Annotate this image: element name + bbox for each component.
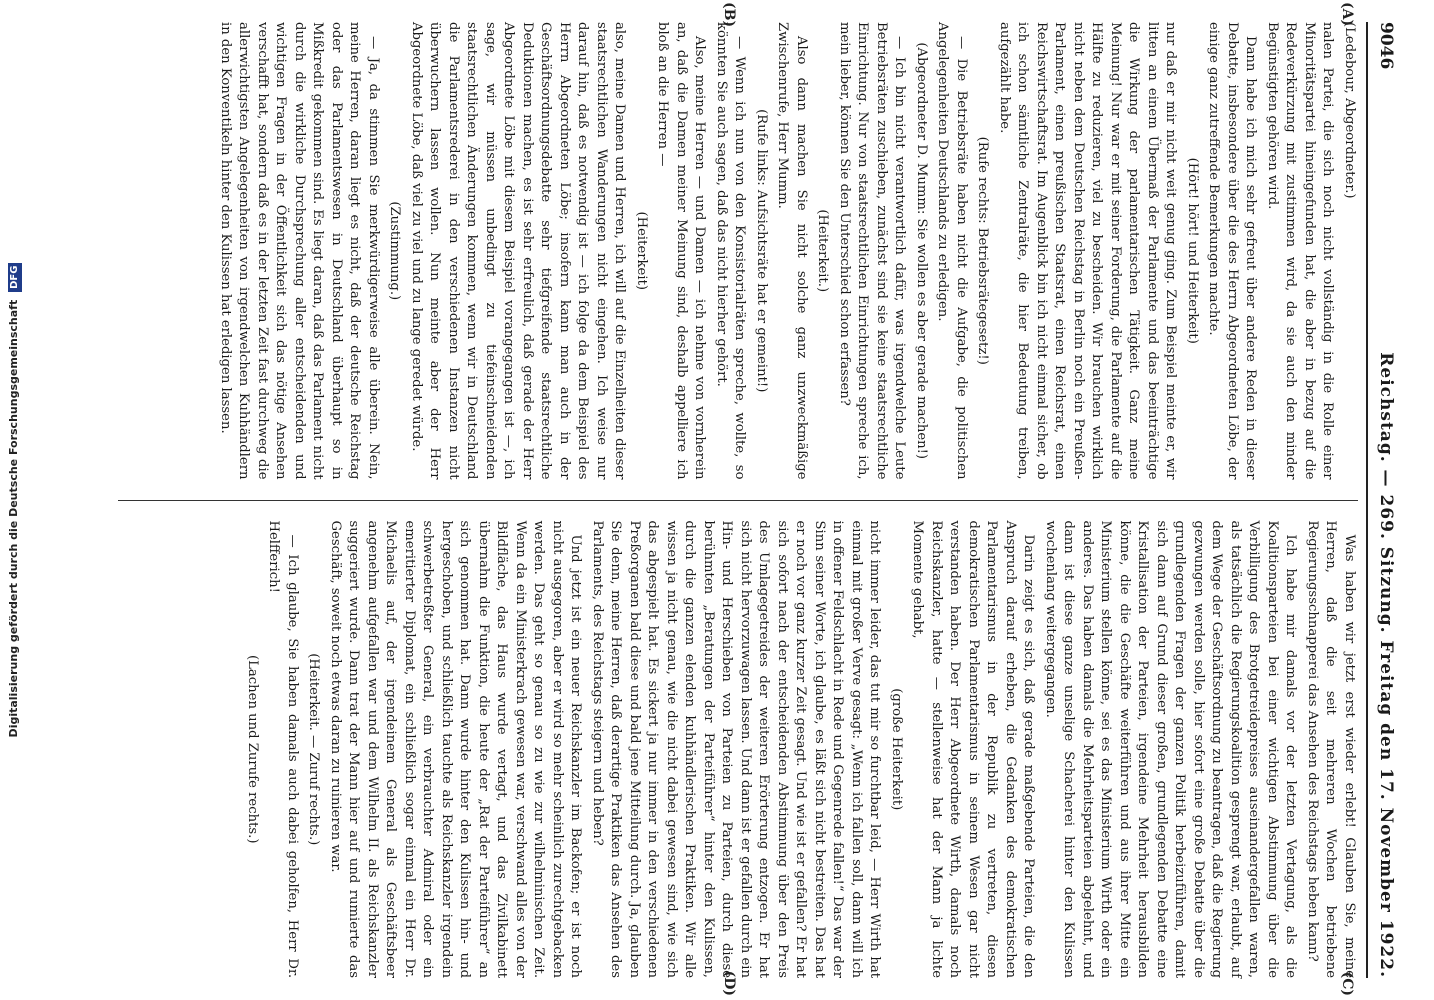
document-page (90, 0, 1410, 1000)
credit-text: Digitalisierung gefördert durch die Deutsche Forschungsgemeinschaft (7, 299, 20, 738)
interjection: (Lachen und Zurufe rechts.) (245, 655, 260, 844)
text-columns (118, 2, 1358, 997)
interjection: (Heiterkeit. — Zuruf rechts.) (306, 653, 322, 846)
paragraph: Darin zeigt es sich, daß gerade maßgebende Parteien, die den Anspruch darauf erheben, die Gedanken des demokratischen Parlamentarismus in der Republik zu vertreten, diesen demokratischen Parlamentarismus in seinem Wesen gar nicht verstanden haben. Der Herr Abgeordnete Wirth, damals noch Reichskanzler, hatte — stellenweise hat der Mann ja lichte Momente gehabt, (910, 520, 1037, 979)
left-column (118, 2, 1358, 480)
paragraph: — Ich bin nicht verantwortlich dafür, was irgendwelche Leute Betriebsräten zuschieben, zunächst sind sie keine staatsrechtliche Einrichtung. Nur von staatsrechtlichen Einrichtungen spreche ich, mein lieber, können Sie den Unterschied schon erfassen? (837, 22, 908, 480)
interjection: (Zustimmung.) (387, 201, 403, 301)
paragraph: — Ja, da stimmen Sie merkwürdigerweise alle überein. Nein, meine Herren, daran liegt es nicht, daß der deutsche Reichstag oder das Parlamentswesen in Deutschland überhaupt so in Mißkredit gekommen sind. Es liegt daran, daß das Parlament nicht durch die wirkliche Durchsprechung aller entscheidenden und wichtigen Fragen in der Öffentlichkeit sich das nötige Ansehen verschafft hat, sondern daß es in der letzten Zeit fast durchweg die allerwichtigsten Angelegenheiten von irgendwelchen Kuhhändlern in den Konventikeln hinter den Kulissen hat erledigen lassen. (218, 22, 381, 480)
margin-mark-c: (C) (1339, 971, 1355, 997)
interjection: (Rufe rechts: Betriebsrätegesetz!) (975, 136, 991, 365)
session-title: Reichstag. — 269. Sitzung. Freitag den 17. November 1922. (1376, 352, 1396, 978)
paragraph: nalen Partei, die sich noch nicht vollständig in die Rolle einer Minoritätspartei hineingefunden hat, die aber in bezug auf die Redeverkürzung mit zustimmen wird, da sie auch den minder Begünstigten gehören wird. (1265, 22, 1336, 480)
paragraph: Was haben wir jetzt erst wieder erlebt! Glauben Sie, meine Herren, daß die seit mehreren Wochen betriebene Regierungsschnapperei das Ansehen des Reichstags heben kann? (1305, 520, 1357, 979)
interjection: (Rufe links: Aufsichtsräte hat er gemeint!) (754, 109, 769, 393)
paragraph: Und jetzt ist ein neuer Reichskanzler im Backofen; er ist noch nicht ausgegoren, aber er wird so mehr scheinlich zurechtgebacken werden. Das geht so genau so zu wie zur wilhelminischen Zeit. Wenn da ein Ministerkrach gewesen war, verschwand alles von der Bildfläche, das Haus wurde vertagt, und das Zivilkabinett übernahm die Funktion, die heute der „Rat der Parteiführer“ an sich genommen hat. Dann wurde hinter den Kulissen hin- und hergeschoben, und schließlich tauchte als Reichskanzler irgendein schwerbetreßter General, ein verbrauchter Admiral oder ein emeritierter Diplomat, ein schließlich sogar einmal ein Herr Dr. Michaelis auf, der irgendeinem General als Geschäftsbeer angenehm aufgefallen war und dem Wilhelm II. als Reichskanzler suggeriert wurde. Dann trat der Mann hier auf und rumierte das Geschäft, soweit noch etwas daran zu ruinieren war. (328, 520, 584, 979)
page-header (1366, 22, 1396, 978)
speaker-line: (Ledebour, Abgeordneter.) (1342, 22, 1357, 199)
right-column (118, 520, 1358, 997)
interjection: (Hört! hört! und Heiterkeit) (1185, 157, 1200, 344)
interjection: (Heiterkeit.) (815, 209, 831, 293)
paragraph: — Ich glaube, Sie haben damals auch dabei geholfen, Herr Dr. Helfferich! (266, 520, 300, 979)
margin-mark-b: (B) (721, 2, 737, 28)
paragraph: Dann habe ich mich sehr gefreut über andere Reden in dieser Debatte, insbesondere über die des Herrn Abgeordneten Löbe, der einige ganz zutreffende Bemerkungen machte. (1206, 22, 1259, 480)
paragraph: — Die Betriebsräte haben nicht die Aufgabe, die politischen Angelegenheiten Deutschlands zu erledigen. (935, 22, 969, 480)
paragraph: nur daß er mir nicht weit genug ging. Zum Beispiel meinte er, wir litten an einem Übermaß der Parlamente und das beeinträchtige die Wirkung der parlamentarischen Tätigkeit. Ganz meine Meinung! Nur war er mit seiner Forderung, die Parlamente auf die Hälfte zu reduzieren, viel zu bescheiden. Wir brauchen wirklich nicht neben dem Deutschen Reichstag in Berlin noch ein Preußen-Parlament, einen preußischen Staatsrat, einen Reichsrat, einen Reichswirtschaftsrat. Im Augenblick bin ich nicht einmal sicher, ob ich schon sämtliche Zentralräte, die hier Bedeutung treiben, aufgezählt habe. (997, 22, 1179, 480)
paragraph: — Wenn ich nun von den Konsistorialräten spreche, wollte, so könnten Sie auch sagen, daß das nicht hierher gehört. (714, 22, 748, 480)
digitization-credit (4, 0, 26, 1000)
interjection: (große Heiterkeit) (889, 688, 904, 811)
dfg-logo-icon: DFG (8, 263, 22, 292)
paragraph: Also dann machen Sie nicht solche ganz unzweckmäßige Zwischenrufe, Herr Mumm. (775, 22, 809, 480)
interjection: (Abgeordneter D. Mumm: Sie wollen es aber gerade machen!) (914, 42, 929, 460)
interjection: (Heiterkeit) (634, 211, 649, 291)
page-number: 9046 (1376, 22, 1396, 70)
margin-mark-d: (D) (721, 970, 737, 997)
paragraph: nicht immer leider, das tut mir so furchtbar leid, — Herr Wirth hat einmal mit großer Verve gesagt: „Wenn ich fallen soll, dann will ich in offener Feldschlacht in Rede und Gegenrede fallen!“ Das war der Sinn seiner Worte, ich glaube, es läßt sich nicht bestreiten. Das hat er noch vor ganz kurzer Zeit gesagt. Und wie ist er gefallen? Er hat sich sofort nach der entscheidenden Abstimmung über den Preis des Umlagegetreides der weiteren Erörterung entzogen. Er hat sich nicht hervorzuwagen lassen. Und dann ist er gefallen durch ein Hin- und Herschieben von Parteien zu Parteien, durch diese berühmten „Beratungen der Parteiführer“ hinter den Kulissen, durch die ganzen elenden kuhhändlerischen Praktiken. Wir alle wissen ja nicht genau, wie die nicht dabei gewesen sind, wie sich das abgespielt hat. Es sickert ja nur immer in den verschiedenen Preßorganen bald diese und bald jene Mitteilung durch. Ja, glauben Sie denn, meine Herren, daß derartige Praktiken das Ansehen des Parlaments, des Reichstags steigern und heben? (590, 520, 883, 979)
paragraph: also, meine Damen und Herren, ich will auf die Einzelheiten dieser staatsrechtlichen Wanderungen nicht eingehen. Ich weise nur darauf hin, daß es notwendig ist — ich folge da dem Beispiel des Herrn Abgeordneten Löbe; insofern kann man auch in der Geschäftsordnungsdebatte sehr tiefgreifende staatsrechtliche Deduktionen machen, es ist sehr erfreulich, daß gerade der Herr Abgeordnete Löbe mit diesem Beispiel vorangegangen ist —, ich sage, wir müssen unbedingt zu tiefeinschneidenden staatsrechtlichen Änderungen kommen, wenn wir in Deutschland die Parlamentsrederei in den verschiedenen Instanzen nicht überwuchern lassen wollen. Nun meinte aber der Herr Abgeordnete Löbe, daß viel zu viel und zu lange geredet würde. (409, 22, 628, 480)
paragraph: Ich habe mir damals vor der letzten Vertagung, als die Koalitionsparteien bei einer wichtigen Abstimmung über die Verbilligung des Brotgetreidepreises auseinandergefallen waren, als tatsächlich die Regierungskoalition gesprengt war, erlaubt, auf dem Wege der Geschäftsordnung zu beantragen, daß die Regierung gezwungen werden solle, hier sofort eine große Debatte über die grundlegenden Fragen der ganzen Politik herbeizuführen, damit sich dann auf Grund dieser großen, grundlegenden Debatte eine Kristallisation der Parteien, irgendeine Mehrheit herausbilden könne, die die Geschäfte weiterführen und aus ihrer Mitte ein Ministerium stellen könne, sei es das Ministerium Wirth oder ein anderes. Das haben damals die Mehrheitsparteien abgelehnt, und dann ist diese ganze unselige Schacherei hinter den Kulissen wochenlang weitergegangen. (1043, 520, 1299, 979)
paragraph: Also, meine Herren — und Damen — ich nehme von vornherein an, daß die Damen meiner Meinung sind, deshalb appelliere ich bloß an die Herren — (655, 22, 708, 480)
margin-mark-a: (A) (1339, 2, 1355, 27)
column-divider (118, 500, 1358, 501)
page-content (90, 0, 1410, 1000)
